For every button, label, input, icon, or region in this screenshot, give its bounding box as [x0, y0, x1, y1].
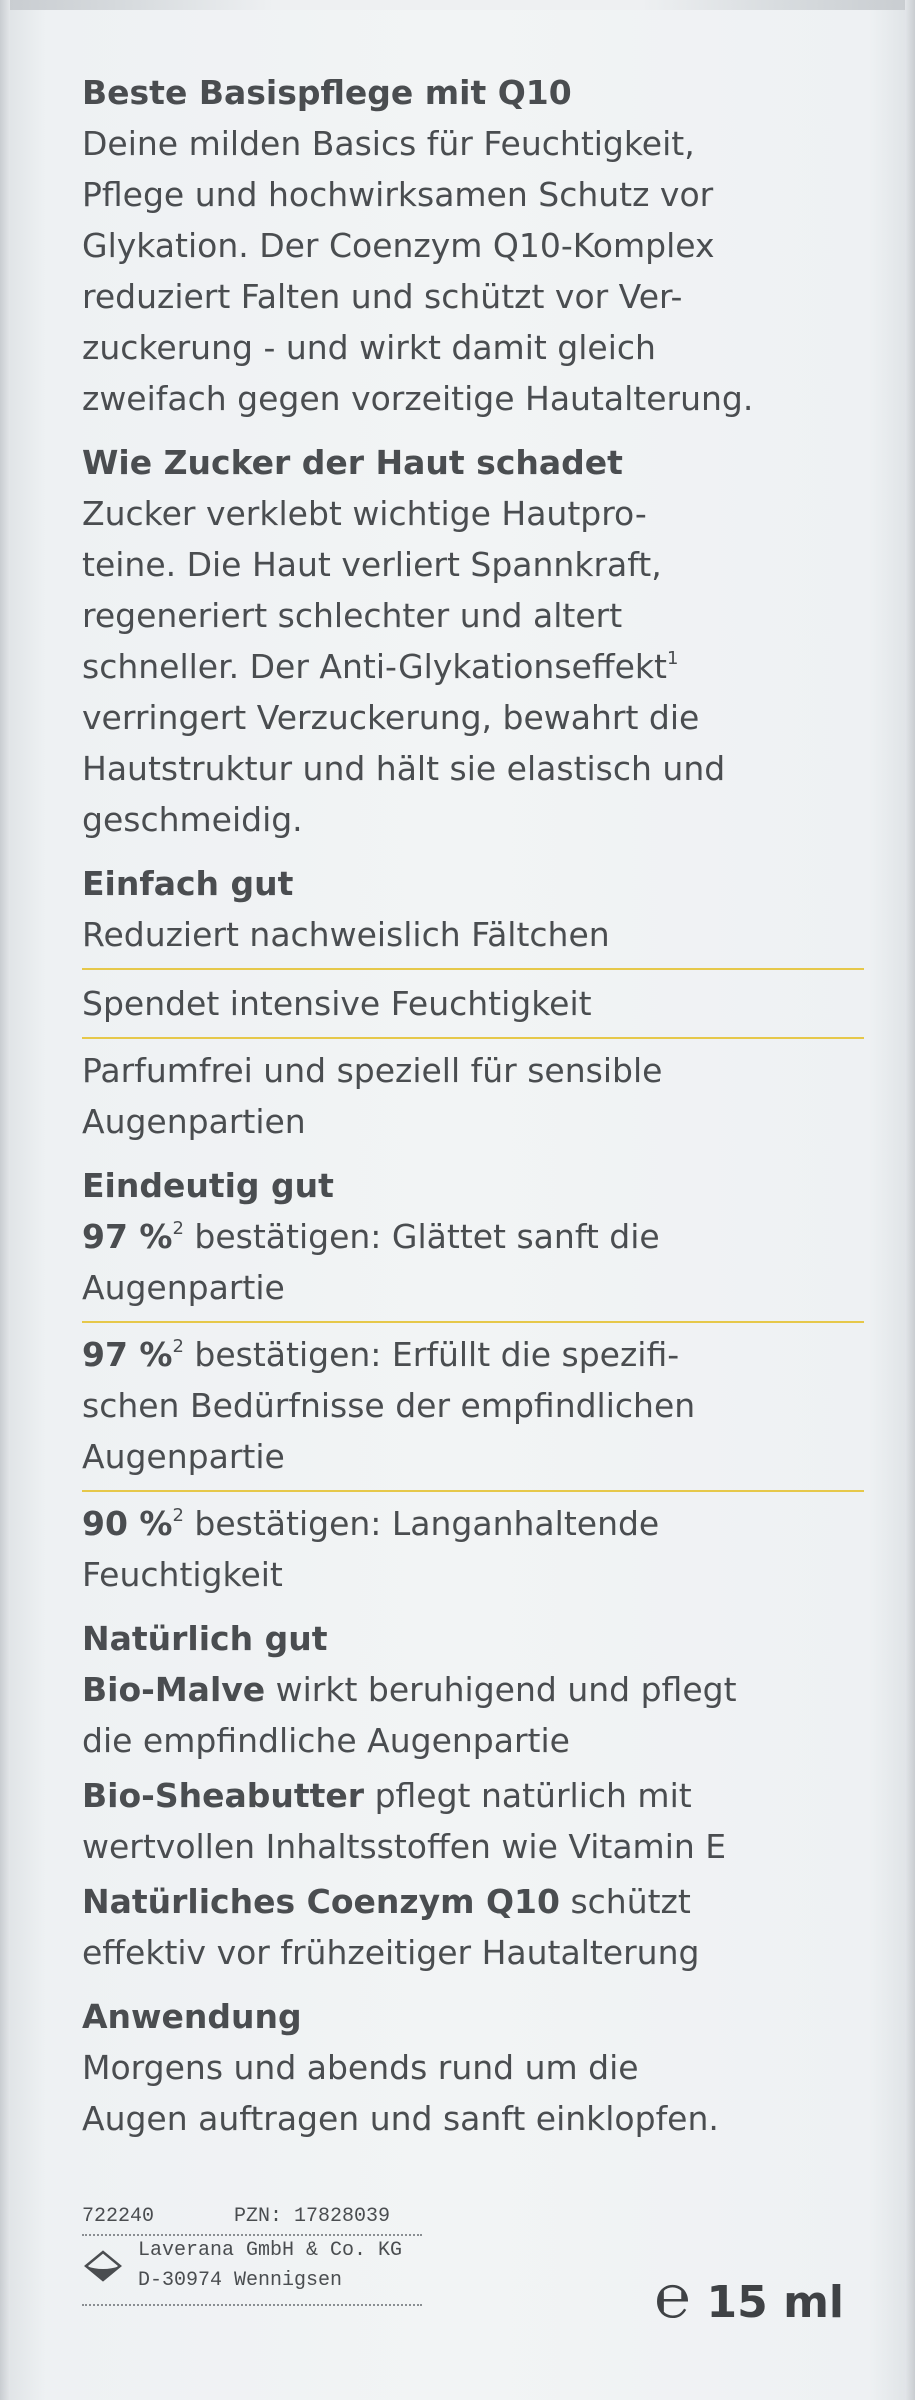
natuerlich-text: schützt — [559, 1882, 691, 1921]
yellow-separator — [82, 1490, 864, 1492]
einfach-item: Reduziert nachweislich Fältchen — [82, 915, 610, 954]
footer — [82, 2205, 862, 2355]
natuerlich-text: wertvollen Inhaltsstoffen wie Vitamin E — [82, 1827, 727, 1866]
article-number: 722240 — [82, 2205, 155, 2228]
section-title-basis: Beste Basispflege mit Q10 — [82, 73, 572, 112]
eindeutig-text: bestätigen: Langanhaltende — [183, 1504, 660, 1543]
eindeutig-text: Feuchtigkeit — [82, 1555, 283, 1594]
company-address: D-30974 Wennigsen — [138, 2269, 343, 2292]
eindeutig-text: Augenpartie — [82, 1437, 285, 1476]
percentage: 97 % — [82, 1335, 173, 1374]
anwendung-line: Augen auftragen und sanft einklopfen. — [82, 2099, 719, 2138]
manufacturer-logo-icon — [82, 2244, 124, 2288]
einfach-item: Spendet intensive Feuchtigkeit — [82, 984, 592, 1023]
eindeutig-text: schen Bedürfnisse der empfindlichen — [82, 1386, 696, 1425]
section-title-eindeutig: Eindeutig gut — [82, 1166, 334, 1205]
basis-line: Deine milden Basics für Feuchtigkeit, — [82, 124, 695, 163]
right-edge — [905, 0, 915, 2400]
basis-line: Pflege und hochwirksamen Schutz vor — [82, 175, 714, 214]
zucker-line: schneller. Der Anti-Glykationseffekt — [82, 647, 667, 686]
footnote-marker: 2 — [172, 1336, 184, 1357]
company-name: Laverana GmbH & Co. KG — [138, 2239, 403, 2262]
pzn-code: PZN: 17828039 — [234, 2205, 391, 2228]
zucker-line-with-footnote — [82, 641, 862, 692]
natuerlich-item-line — [82, 1876, 862, 1927]
eindeutig-text: bestätigen: Erfüllt die spezifi- — [183, 1335, 680, 1374]
einfach-item: Augenpartien — [82, 1102, 306, 1141]
eindeutig-item-line — [82, 1211, 862, 1262]
zucker-line: Hautstruktur und hält sie elastisch und — [82, 749, 726, 788]
eindeutig-item-line — [82, 1498, 862, 1549]
einfach-item: Parfumfrei und speziell für sensible — [82, 1051, 663, 1090]
natuerlich-text: pflegt natürlich mit — [364, 1776, 692, 1815]
basis-line: zweifach gegen vorzeitige Hautalterung. — [82, 379, 754, 418]
footnote-marker: 1 — [666, 648, 679, 669]
natuerlich-text: wirkt beruhigend und pflegt — [265, 1670, 737, 1709]
eindeutig-item-line — [82, 1329, 862, 1380]
percentage: 97 % — [82, 1217, 173, 1256]
ingredient-name: Bio-Malve — [82, 1670, 266, 1709]
ingredient-name: Bio-Sheabutter — [82, 1776, 365, 1815]
zucker-line: verringert Verzuckerung, bewahrt die — [82, 698, 700, 737]
top-edge — [0, 0, 915, 10]
natuerlich-text: effektiv vor frühzeitiger Hautalterung — [82, 1933, 700, 1972]
footnote-marker: 2 — [172, 1505, 184, 1526]
volume-info — [654, 2262, 845, 2332]
zucker-line: teine. Die Haut verliert Spannkraft, — [82, 545, 662, 584]
yellow-separator — [82, 1037, 864, 1039]
volume-value: 15 ml — [706, 2277, 844, 2328]
section-title-natuerlich: Natürlich gut — [82, 1619, 328, 1658]
eindeutig-text: Augenpartie — [82, 1268, 285, 1307]
eindeutig-text: bestätigen: Glättet sanft die — [183, 1217, 660, 1256]
manufacturer-block — [82, 2236, 422, 2306]
basis-line: zuckerung - und wirkt damit gleich — [82, 328, 656, 367]
footnote-marker: 2 — [172, 1218, 184, 1239]
natuerlich-item-line — [82, 1770, 862, 1821]
basis-line: reduziert Falten und schützt vor Ver- — [82, 277, 683, 316]
natuerlich-item-line — [82, 1664, 862, 1715]
section-title-einfach: Einfach gut — [82, 864, 294, 903]
text-content — [82, 68, 862, 2144]
yellow-separator — [82, 1321, 864, 1323]
section-title-zucker: Wie Zucker der Haut schadet — [82, 443, 623, 482]
manufacturer-address — [138, 2236, 402, 2296]
zucker-line: Zucker verklebt wichtige Hautpro- — [82, 494, 647, 533]
left-edge — [0, 0, 10, 2400]
basis-line: Glykation. Der Coenzym Q10-Komplex — [82, 226, 715, 265]
ingredient-name: Natürliches Coenzym Q10 — [82, 1882, 560, 1921]
anwendung-line: Morgens und abends rund um die — [82, 2048, 639, 2087]
estimated-sign-icon: ℮ — [654, 2262, 691, 2332]
product-codes — [82, 2205, 422, 2236]
natuerlich-text: die empfindliche Augenpartie — [82, 1721, 570, 1760]
zucker-line: regeneriert schlechter und altert — [82, 596, 623, 635]
zucker-line: geschmeidig. — [82, 800, 303, 839]
section-title-anwendung: Anwendung — [82, 1997, 302, 2036]
percentage: 90 % — [82, 1504, 173, 1543]
yellow-separator — [82, 968, 864, 970]
